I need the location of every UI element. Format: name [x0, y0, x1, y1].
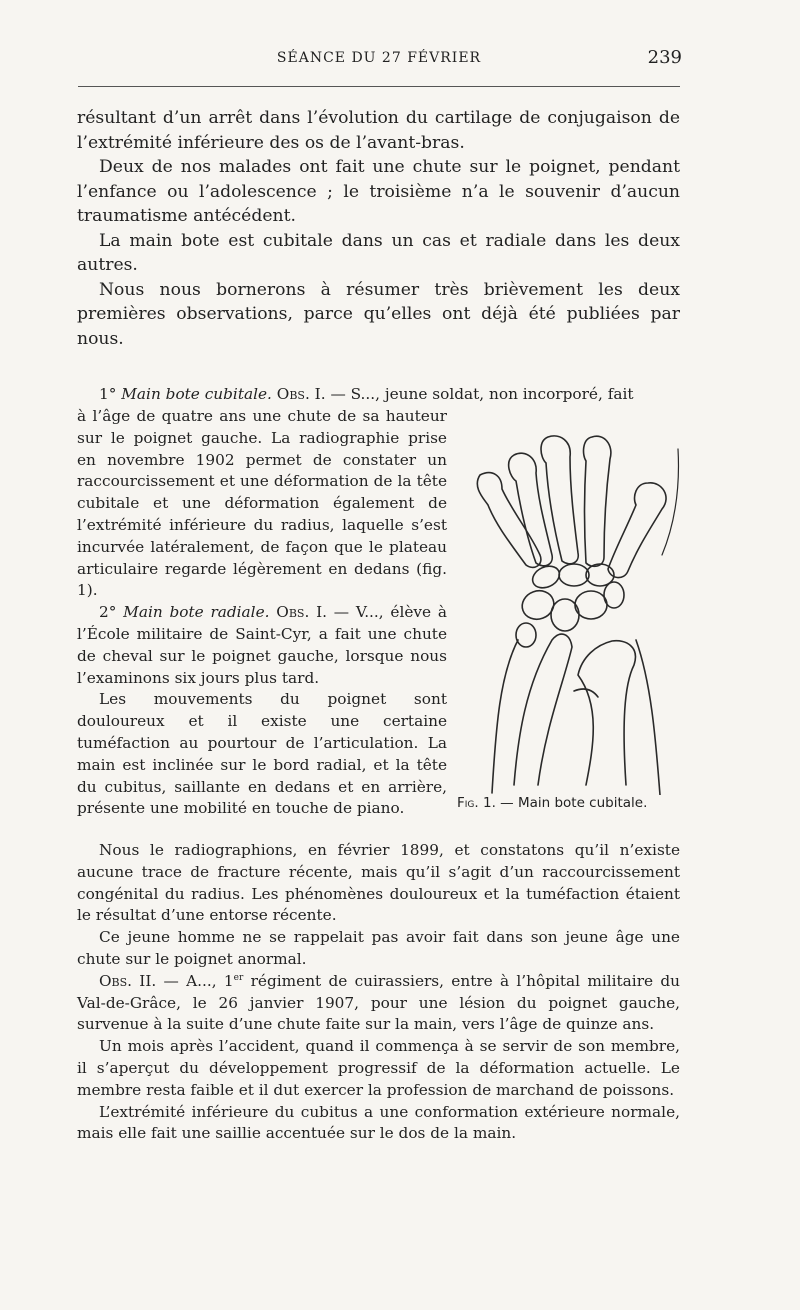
obs-2-paragraph: [77, 971, 680, 1036]
intro-paragraph: Deux de nos malades ont fait une chute sur le poignet, pendant l’enfance ou l’adolescence ; le troisième n’a le souvenir d’aucun traumatisme antécédent.: [77, 157, 680, 226]
case-text-wrapped: [77, 406, 447, 820]
continuation-text: [77, 840, 680, 1145]
page-number: 239: [647, 47, 682, 68]
obs-2-paragraph: Un mois après l’accident, quand il commença à se servir de son membre, il s’aperçut du développement progressif de la déformation actuelle. Le membre resta faible et il dut exercer la profession de marchand de poissons.: [77, 1037, 680, 1099]
case-2-paragraph: Ce jeune homme ne se rappelait pas avoir fait dans son jeune âge une chute sur le poignet anormal.: [77, 928, 680, 968]
obs-2-text: — A..., 1: [156, 971, 234, 990]
case-2-title: Main bote radiale.: [123, 603, 270, 622]
case-1-heading: [77, 384, 680, 406]
case-1-obs-label: Obs. I.: [276, 385, 326, 403]
intro-paragraph: La main bote est cubitale dans un cas et radiale dans les deux autres.: [77, 230, 680, 275]
case-2-paragraph: Les mouvements du poignet sont douloureux et il existe une certaine tuméfaction au pourtour de l’articulation. La main est inclinée sur le bord radial, et la tête du cubitus, saillante en dedans et en arrière, présente une mobilité en touche de piano.: [77, 690, 447, 818]
case-1-body-start: — S..., jeune soldat, non incorporé, fait: [330, 385, 634, 403]
running-header: [78, 47, 682, 74]
case-2-number: 2°: [99, 603, 117, 622]
obs-2-paragraph: L’extrémité inférieure du cubitus a une conformation extérieure normale, mais elle fait une saillie accentuée sur le dos de la main.: [77, 1102, 680, 1143]
obs-2-superscript: er: [233, 972, 244, 983]
obs-2-label: Obs. II.: [99, 971, 157, 990]
case-2-paragraph: Nous le radiographions, en février 1899, et constatons qu’il n’existe aucune trace de fracture récente, mais qu’il s’agit d’un raccourcissement congénital du radius. Les phénomènes douloureux et la tuméfaction étaient le résultat d’une entorse récente.: [77, 841, 680, 925]
header-rule: [78, 86, 680, 87]
case-2-body: — V..., élève à l’École militaire de Saint-Cyr, a fait une chute de cheval sur le poignet gauche, lorsque nous l’examinons six jours plus tard.: [77, 603, 447, 687]
case-2-obs-label: Obs. I.: [276, 603, 327, 622]
case-1-first-line: [77, 384, 680, 406]
case-1-title: Main bote cubitale.: [121, 385, 272, 403]
case-1-body: à l’âge de quatre ans une chute de sa hauteur sur le poignet gauche. La radiographie prise en novembre 1902 permet de constater un raccourcissement et une déformation de la tête cubitale et une déformation également de l’extrémité inférieure du radius, laquelle s’est incurvée latéralement, de façon que le plateau articulaire regarde légèrement en dedans (fig. 1).: [77, 407, 447, 600]
case-2-heading: [77, 602, 447, 689]
intro-paragraph: résultant d’un arrêt dans l’évolution du cartilage de conjugaison de l’extrémité inférieure des os de l’avant-bras.: [77, 108, 680, 153]
figure-caption: [457, 795, 697, 811]
running-title: SÉANCE DU 27 FÉVRIER: [276, 50, 482, 66]
case-1-number: 1°: [99, 385, 117, 403]
intro-text: [77, 106, 680, 351]
wrist-xray-drawing: [466, 425, 690, 795]
intro-paragraph: Nous nous bornerons à résumer très brièvement les deux premières observations, parce qu’elles ont déjà été publiées par nous.: [77, 279, 680, 349]
figure-caption-text: — Main bote cubitale.: [495, 795, 648, 811]
obs-2-text: régiment de cuirassiers, entre à l’hôpital militaire du Val-de-Grâce, le 26 janvier 1907, pour une lésion du poignet gauche, survenue à la suite d’une chute faite sur la main, vers l’âge de quinze ans.: [77, 971, 680, 1034]
figure-caption-label: Fig. 1.: [457, 795, 496, 811]
figure-wrist-radiograph: [466, 425, 690, 795]
